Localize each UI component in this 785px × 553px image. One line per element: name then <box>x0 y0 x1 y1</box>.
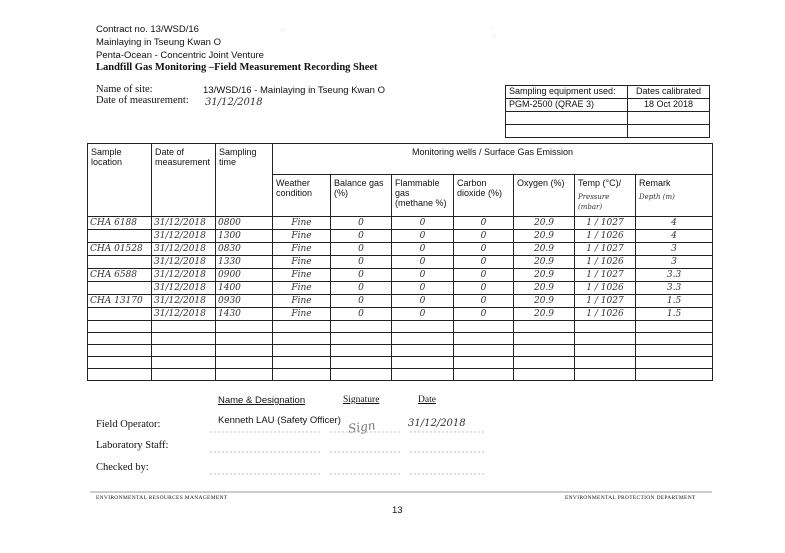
cell-location <box>88 345 152 357</box>
cell-remark <box>636 269 713 282</box>
cell-location-value: CHA 13170 <box>90 296 143 306</box>
table-row <box>88 243 713 256</box>
svg-text:·:: ·: <box>492 33 496 40</box>
cell-balance <box>331 321 392 333</box>
cell-weather <box>273 345 331 357</box>
contractor-name: Penta-Ocean - Concentric Joint Venture <box>96 50 264 61</box>
cell-temp-value: 1 / 1027 <box>586 296 624 306</box>
cell-flammable-value: 0 <box>419 270 426 280</box>
col-temp-pressure: Pressure (mbar) <box>578 193 610 211</box>
signoff-date-header: Date <box>418 395 436 405</box>
cell-flammable <box>392 357 454 369</box>
cell-balance <box>331 345 392 357</box>
cell-date <box>152 243 216 256</box>
cell-oxygen <box>514 308 575 321</box>
cell-remark-value: 4 <box>671 218 677 228</box>
cell-balance <box>331 230 392 243</box>
calibrated-cell: 18 Oct 2018 <box>628 99 710 112</box>
cell-weather-value: Fine <box>291 283 312 293</box>
cell-time <box>216 295 273 308</box>
calibrated-header: Dates calibrated <box>628 86 710 99</box>
cell-oxygen-value: 20.9 <box>533 244 555 254</box>
col-remark <box>636 175 713 217</box>
cell-flammable-value: 0 <box>419 231 426 241</box>
cell-weather <box>273 269 331 282</box>
cell-co2-value: 0 <box>480 231 487 241</box>
cell-flammable <box>392 230 454 243</box>
scan-mark-icon <box>280 26 300 34</box>
table-row <box>88 269 713 282</box>
cell-location <box>88 357 152 369</box>
cell-co2-value: 0 <box>480 296 487 306</box>
table-row <box>88 282 713 295</box>
col-temp <box>575 175 636 217</box>
cell-time-value: 0930 <box>218 296 241 306</box>
cell-co2 <box>454 243 514 256</box>
cell-time-value: 1300 <box>218 231 241 241</box>
cell-temp-value: 1 / 1027 <box>586 244 624 254</box>
cell-time <box>216 308 273 321</box>
cell-weather <box>273 217 331 230</box>
cell-date <box>152 269 216 282</box>
cell-temp-value: 1 / 1026 <box>586 309 624 319</box>
site-name-value: 13/WSD/16 - Mainlaying in Tseung Kwan O <box>203 85 385 96</box>
cell-co2 <box>454 357 514 369</box>
cell-time <box>216 321 273 333</box>
cell-flammable-value: 0 <box>419 309 426 319</box>
col-date: Date of measurement <box>152 144 216 217</box>
cell-location <box>88 269 152 282</box>
cell-weather <box>273 230 331 243</box>
cell-co2-value: 0 <box>480 257 487 267</box>
cell-time <box>216 217 273 230</box>
cell-remark <box>636 345 713 357</box>
cell-location <box>88 256 152 269</box>
cell-date-value: 31/12/2018 <box>154 309 206 319</box>
cell-remark-value: 1.5 <box>666 296 682 306</box>
cell-location-value: CHA 01528 <box>90 244 143 254</box>
cell-weather <box>273 357 331 369</box>
cell-flammable <box>392 282 454 295</box>
cell-co2 <box>454 321 514 333</box>
col-group: Monitoring wells / Surface Gas Emission <box>273 144 713 175</box>
cell-flammable <box>392 256 454 269</box>
col-flammable: Flammable gas (methane %) <box>392 175 454 217</box>
table-row <box>88 308 713 321</box>
date-value: 31/12/2018 <box>205 97 263 108</box>
cell-balance-value: 0 <box>358 257 364 267</box>
cell-remark-value: 3 <box>671 257 677 267</box>
table-row <box>88 217 713 230</box>
cell-flammable-value: 0 <box>419 218 426 228</box>
cell-balance <box>331 243 392 256</box>
cell-date-value: 31/12/2018 <box>154 231 206 241</box>
calibrated-cell <box>628 112 710 125</box>
cell-time-value: 1400 <box>218 283 241 293</box>
cell-date-value: 31/12/2018 <box>154 296 206 306</box>
cell-co2 <box>454 333 514 345</box>
cell-location <box>88 217 152 230</box>
cell-oxygen <box>514 217 575 230</box>
cell-remark-value: 4 <box>671 231 677 241</box>
cell-time <box>216 345 273 357</box>
cell-location <box>88 321 152 333</box>
cell-remark-value: 3 <box>671 244 677 254</box>
cell-temp <box>575 282 636 295</box>
cell-oxygen <box>514 357 575 369</box>
signoff-name-header: Name & Designation <box>218 395 306 406</box>
equipment-table <box>505 85 710 138</box>
cell-temp <box>575 345 636 357</box>
cell-remark <box>636 217 713 230</box>
cell-balance-value: 0 <box>358 270 364 280</box>
cell-oxygen-value: 20.9 <box>533 218 555 228</box>
table-row <box>88 357 713 369</box>
cell-temp <box>575 308 636 321</box>
field-operator-label: Field Operator: <box>96 419 161 430</box>
cell-flammable <box>392 345 454 357</box>
table-row <box>88 345 713 357</box>
svg-text:·:·: ·:· <box>280 27 286 34</box>
cell-oxygen-value: 20.9 <box>533 231 555 241</box>
cell-balance-value: 0 <box>358 309 364 319</box>
cell-remark <box>636 256 713 269</box>
col-weather: Weather condition <box>273 175 331 217</box>
cell-co2 <box>454 308 514 321</box>
cell-remark <box>636 333 713 345</box>
measurement-table <box>87 143 713 381</box>
cell-remark <box>636 321 713 333</box>
cell-time-value: 0800 <box>218 218 241 228</box>
cell-oxygen <box>514 243 575 256</box>
cell-co2-value: 0 <box>480 309 487 319</box>
cell-weather <box>273 333 331 345</box>
cell-co2-value: 0 <box>480 244 487 254</box>
cell-temp <box>575 321 636 333</box>
cell-temp-value: 1 / 1026 <box>586 283 624 293</box>
cell-location-value: CHA 6188 <box>90 218 137 228</box>
cell-temp-value: 1 / 1027 <box>586 270 624 280</box>
cell-weather <box>273 282 331 295</box>
cell-date-value: 31/12/2018 <box>154 257 206 267</box>
cell-temp-value: 1 / 1026 <box>586 257 624 267</box>
cell-time <box>216 256 273 269</box>
lab-staff-label: Laboratory Staff: <box>96 440 169 451</box>
cell-remark <box>636 295 713 308</box>
cell-oxygen <box>514 321 575 333</box>
cell-co2 <box>454 256 514 269</box>
cell-oxygen <box>514 295 575 308</box>
cell-time <box>216 369 273 381</box>
cell-co2 <box>454 230 514 243</box>
cell-balance <box>331 333 392 345</box>
cell-location <box>88 243 152 256</box>
contract-number: Contract no. 13/WSD/16 <box>96 24 199 35</box>
cell-balance <box>331 295 392 308</box>
cell-oxygen <box>514 345 575 357</box>
calibrated-cell <box>628 125 710 138</box>
cell-flammable <box>392 295 454 308</box>
cell-flammable <box>392 243 454 256</box>
cell-remark <box>636 357 713 369</box>
sheet-title: Landfill Gas Monitoring –Field Measurement Recording Sheet <box>96 62 378 73</box>
cell-temp <box>575 243 636 256</box>
footer-left: ENVIRONMENTAL RESOURCES MANAGEMENT <box>96 495 228 501</box>
cell-flammable <box>392 308 454 321</box>
equipment-cell: PGM-2500 (QRAE 3) <box>506 99 628 112</box>
cell-time <box>216 243 273 256</box>
cell-temp <box>575 295 636 308</box>
signoff-lines <box>210 430 490 480</box>
cell-remark-value: 1.5 <box>666 309 682 319</box>
footer-right: ENVIRONMENTAL PROTECTION DEPARTMENT <box>565 495 696 501</box>
cell-balance <box>331 269 392 282</box>
cell-flammable <box>392 321 454 333</box>
cell-time-value: 1430 <box>218 309 241 319</box>
cell-flammable <box>392 217 454 230</box>
site-name-label: Name of site: <box>96 84 153 95</box>
cell-time <box>216 230 273 243</box>
page-number: 13 <box>392 505 403 516</box>
cell-oxygen <box>514 230 575 243</box>
cell-co2-value: 0 <box>480 218 487 228</box>
cell-flammable <box>392 369 454 381</box>
cell-location <box>88 295 152 308</box>
col-location: Sample location <box>88 144 152 217</box>
table-row <box>88 369 713 381</box>
col-balance: Balance gas (%) <box>331 175 392 217</box>
cell-flammable-value: 0 <box>419 257 426 267</box>
cell-oxygen-value: 20.9 <box>533 296 555 306</box>
cell-weather <box>273 369 331 381</box>
cell-date-value: 31/12/2018 <box>154 244 206 254</box>
cell-weather-value: Fine <box>291 231 312 241</box>
cell-remark <box>636 230 713 243</box>
cell-date <box>152 282 216 295</box>
cell-co2 <box>454 295 514 308</box>
cell-date-value: 31/12/2018 <box>154 218 206 228</box>
col-remark-label: Remark <box>639 178 671 188</box>
cell-time <box>216 333 273 345</box>
cell-balance <box>331 217 392 230</box>
cell-temp-value: 1 / 1027 <box>586 218 624 228</box>
cell-location-value: CHA 6588 <box>90 270 137 280</box>
cell-remark-value: 3.3 <box>666 270 682 280</box>
cell-temp <box>575 357 636 369</box>
equipment-header: Sampling equipment used: <box>506 86 628 99</box>
cell-weather-value: Fine <box>291 257 312 267</box>
cell-co2 <box>454 217 514 230</box>
cell-date-value: 31/12/2018 <box>154 270 206 280</box>
cell-date <box>152 333 216 345</box>
cell-oxygen-value: 20.9 <box>533 257 555 267</box>
scan-mark-icon <box>490 24 510 40</box>
cell-flammable-value: 0 <box>419 296 426 306</box>
cell-location <box>88 308 152 321</box>
svg-text:·.: ·. <box>490 25 494 32</box>
cell-weather-value: Fine <box>291 296 312 306</box>
cell-date <box>152 230 216 243</box>
cell-oxygen <box>514 369 575 381</box>
equipment-cell <box>506 112 628 125</box>
cell-co2-value: 0 <box>480 283 487 293</box>
cell-flammable <box>392 333 454 345</box>
cell-oxygen <box>514 269 575 282</box>
cell-weather <box>273 243 331 256</box>
cell-location <box>88 333 152 345</box>
cell-date <box>152 369 216 381</box>
equipment-cell <box>506 125 628 138</box>
col-time: Sampling time <box>216 144 273 217</box>
cell-temp-value: 1 / 1026 <box>586 231 624 241</box>
cell-remark <box>636 282 713 295</box>
table-row <box>88 333 713 345</box>
cell-date <box>152 345 216 357</box>
cell-co2-value: 0 <box>480 270 487 280</box>
footer-rule <box>90 491 712 494</box>
cell-time <box>216 357 273 369</box>
table-row <box>88 295 713 308</box>
cell-balance-value: 0 <box>358 296 364 306</box>
cell-location <box>88 282 152 295</box>
cell-time <box>216 269 273 282</box>
cell-weather-value: Fine <box>291 270 312 280</box>
cell-temp <box>575 256 636 269</box>
cell-oxygen <box>514 282 575 295</box>
cell-date <box>152 357 216 369</box>
cell-time-value: 0830 <box>218 244 241 254</box>
cell-location <box>88 230 152 243</box>
cell-temp <box>575 230 636 243</box>
table-row <box>88 321 713 333</box>
table-row <box>88 256 713 269</box>
cell-balance <box>331 256 392 269</box>
cell-co2 <box>454 369 514 381</box>
cell-balance-value: 0 <box>358 218 364 228</box>
cell-weather-value: Fine <box>291 244 312 254</box>
cell-balance-value: 0 <box>358 231 364 241</box>
cell-time-value: 0900 <box>218 270 241 280</box>
cell-weather <box>273 256 331 269</box>
col-co2: Carbon dioxide (%) <box>454 175 514 217</box>
col-remark-depth: Depth (m) <box>639 193 675 201</box>
cell-temp <box>575 217 636 230</box>
cell-oxygen-value: 20.9 <box>533 283 555 293</box>
cell-temp <box>575 269 636 282</box>
cell-flammable-value: 0 <box>419 244 426 254</box>
cell-oxygen-value: 20.9 <box>533 309 555 319</box>
cell-time-value: 1330 <box>218 257 241 267</box>
cell-date <box>152 321 216 333</box>
cell-oxygen <box>514 256 575 269</box>
cell-remark-value: 3.3 <box>666 283 682 293</box>
cell-date <box>152 256 216 269</box>
field-operator-signature: Sign <box>347 418 377 436</box>
cell-remark <box>636 369 713 381</box>
cell-flammable-value: 0 <box>419 283 426 293</box>
col-oxygen: Oxygen (%) <box>514 175 575 217</box>
cell-balance <box>331 308 392 321</box>
cell-weather-value: Fine <box>291 309 312 319</box>
cell-weather <box>273 295 331 308</box>
cell-date-value: 31/12/2018 <box>154 283 206 293</box>
cell-oxygen <box>514 333 575 345</box>
cell-oxygen-value: 20.9 <box>533 270 555 280</box>
cell-temp <box>575 333 636 345</box>
signoff-signature-header: Signature <box>343 395 380 405</box>
field-operator-date: 31/12/2018 <box>408 418 466 429</box>
cell-location <box>88 369 152 381</box>
cell-weather <box>273 308 331 321</box>
checked-by-label: Checked by: <box>96 462 149 473</box>
cell-balance-value: 0 <box>358 244 364 254</box>
cell-remark <box>636 308 713 321</box>
cell-balance <box>331 369 392 381</box>
cell-balance-value: 0 <box>358 283 364 293</box>
cell-date <box>152 308 216 321</box>
cell-flammable <box>392 269 454 282</box>
cell-co2 <box>454 345 514 357</box>
cell-temp <box>575 369 636 381</box>
date-label: Date of measurement: <box>96 95 189 106</box>
cell-date <box>152 217 216 230</box>
field-operator-name: Kenneth LAU (Safety Officer) <box>218 415 341 426</box>
cell-balance <box>331 282 392 295</box>
project-name: Mainlaying in Tseung Kwan O <box>96 37 221 48</box>
cell-date <box>152 295 216 308</box>
col-temp-label: Temp (°C)/ <box>578 178 622 188</box>
cell-time <box>216 282 273 295</box>
cell-weather-value: Fine <box>291 218 312 228</box>
cell-co2 <box>454 282 514 295</box>
cell-remark <box>636 243 713 256</box>
cell-weather <box>273 321 331 333</box>
table-row <box>88 230 713 243</box>
cell-balance <box>331 357 392 369</box>
cell-co2 <box>454 269 514 282</box>
